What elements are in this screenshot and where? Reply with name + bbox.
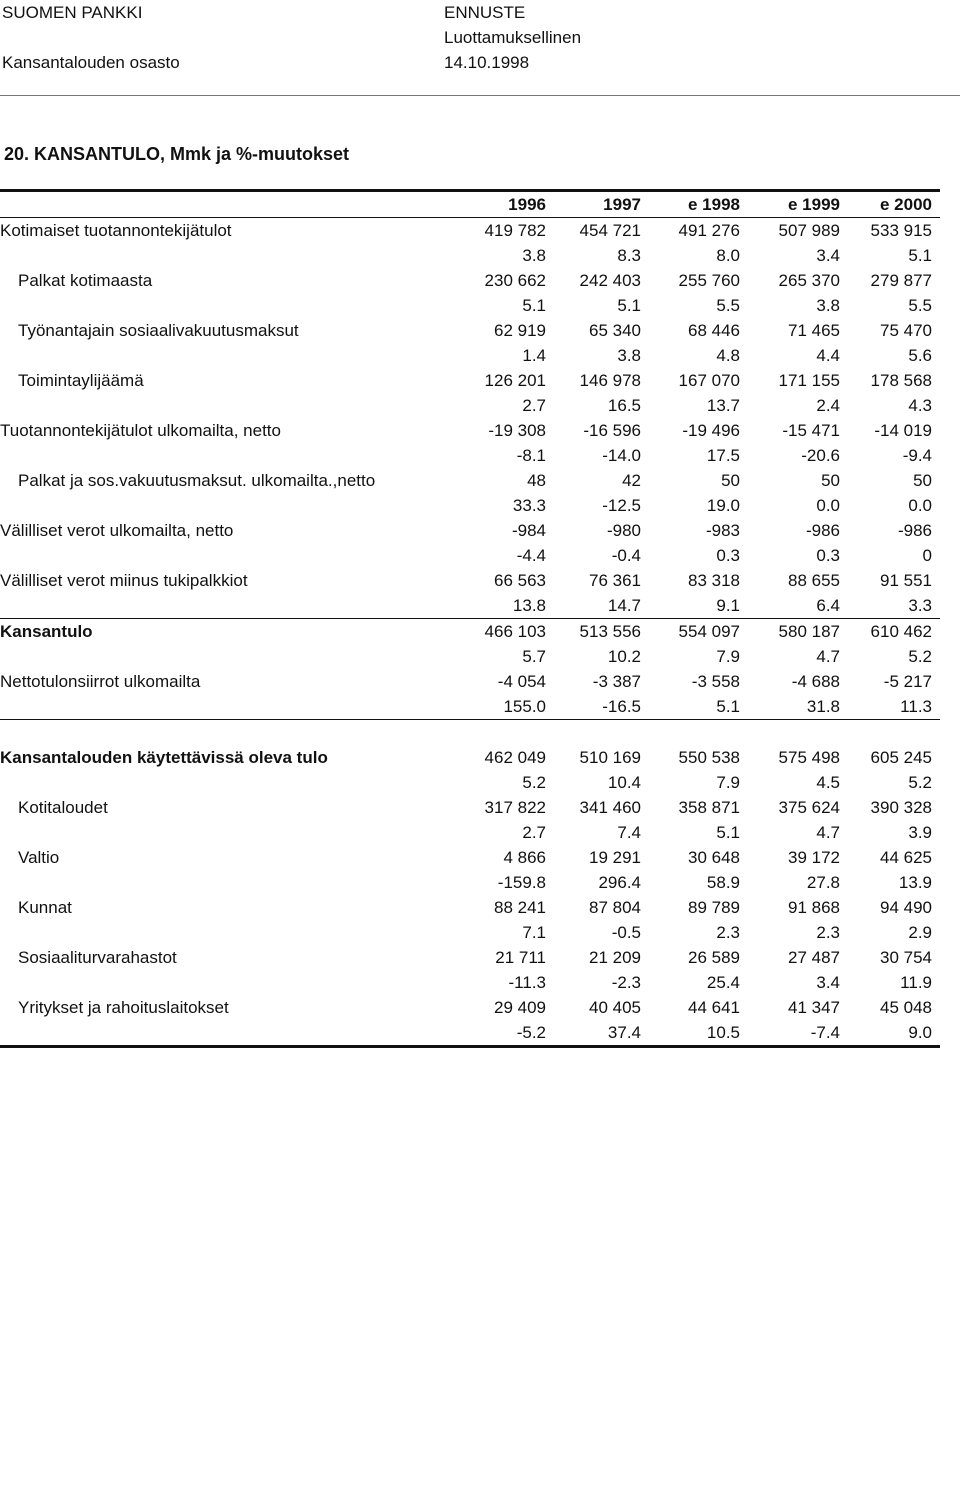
row-label: Tuotannontekijätulot ulkomailta, netto — [0, 421, 281, 440]
percent-cell: 1.4 — [522, 346, 546, 365]
percent-cell: 2.3 — [716, 923, 740, 942]
value-cell: 178 568 — [870, 371, 932, 390]
table-row — [0, 468, 940, 493]
value-cell: 171 155 — [778, 371, 840, 390]
percent-cell: 4.7 — [816, 647, 840, 666]
percent-cell: 4.8 — [716, 346, 740, 365]
value-cell: 390 328 — [870, 798, 932, 817]
page-title: 20. KANSANTULO, Mmk ja %-muutokset — [4, 144, 350, 164]
percent-cell: 25.4 — [706, 973, 740, 992]
percent-change-row — [0, 443, 940, 468]
percent-cell: 9.1 — [716, 596, 740, 615]
percent-cell: 31.8 — [806, 697, 840, 716]
value-cell: 533 915 — [870, 221, 932, 240]
percent-cell: 0.3 — [716, 546, 740, 565]
value-cell: -986 — [897, 521, 932, 540]
value-cell: 242 403 — [579, 271, 641, 290]
percent-cell: 4.4 — [816, 346, 840, 365]
percent-change-row — [0, 343, 940, 368]
percent-cell: 10.4 — [607, 773, 641, 792]
value-cell: 375 624 — [778, 798, 840, 817]
value-cell: 29 409 — [494, 998, 546, 1017]
percent-cell: 17.5 — [706, 446, 740, 465]
percent-cell: 5.5 — [908, 296, 932, 315]
value-cell: 146 978 — [579, 371, 641, 390]
row-label: Kansantalouden käytettävissä oleva tulo — [0, 748, 328, 767]
percent-change-row — [0, 593, 940, 618]
value-cell: 4 866 — [503, 848, 546, 867]
percent-change-row — [0, 920, 940, 945]
percent-cell: 6.4 — [816, 596, 840, 615]
row-label: Palkat kotimaasta — [18, 271, 153, 290]
percent-cell: -159.8 — [497, 873, 546, 892]
table-row — [0, 845, 940, 870]
value-cell: -16 596 — [583, 421, 641, 440]
percent-change-row — [0, 644, 940, 669]
value-cell: -983 — [705, 521, 740, 540]
table-row — [0, 945, 940, 970]
value-cell: 167 070 — [678, 371, 740, 390]
percent-cell: -16.5 — [602, 697, 641, 716]
value-cell: 27 487 — [788, 948, 840, 967]
section-gap — [0, 720, 940, 745]
row-label: Nettotulonsiirrot ulkomailta — [0, 672, 201, 691]
value-cell: 45 048 — [880, 998, 932, 1017]
value-cell: -14 019 — [874, 421, 932, 440]
value-cell: -3 558 — [691, 672, 740, 691]
percent-cell: 13.7 — [706, 396, 740, 415]
value-cell: 358 871 — [678, 798, 740, 817]
percent-cell: 9.0 — [908, 1023, 932, 1042]
value-cell: 341 460 — [579, 798, 641, 817]
value-cell: 510 169 — [579, 748, 641, 767]
percent-cell: 2.3 — [816, 923, 840, 942]
row-label: Yritykset ja rahoituslaitokset — [18, 998, 229, 1017]
value-cell: 68 446 — [688, 321, 740, 340]
column-header: e 1999 — [788, 195, 840, 214]
header-right — [444, 0, 581, 75]
value-cell: 491 276 — [678, 221, 740, 240]
percent-cell: 8.0 — [716, 246, 740, 265]
percent-cell: 2.7 — [522, 396, 546, 415]
percent-cell: 5.2 — [522, 773, 546, 792]
document-type: ENNUSTE — [444, 3, 526, 22]
value-cell: -4 688 — [791, 672, 840, 691]
row-label: Työnantajain sosiaalivakuutusmaksut — [18, 321, 299, 340]
value-cell: 265 370 — [778, 271, 840, 290]
value-cell: 91 551 — [880, 571, 932, 590]
table-row — [0, 795, 940, 820]
percent-cell: 58.9 — [706, 873, 740, 892]
row-label: Valtio — [18, 848, 60, 867]
value-cell: 41 347 — [788, 998, 840, 1017]
value-cell: -19 308 — [488, 421, 546, 440]
column-header: e 2000 — [880, 195, 932, 214]
row-label: Toimintaylijäämä — [18, 371, 144, 390]
percent-cell: -11.3 — [508, 973, 546, 992]
percent-cell: 19.0 — [706, 496, 740, 515]
percent-cell: 14.7 — [607, 596, 641, 615]
percent-cell: 37.4 — [607, 1023, 641, 1042]
percent-cell: 7.1 — [522, 923, 546, 942]
value-cell: 230 662 — [484, 271, 546, 290]
value-cell: 42 — [622, 471, 641, 490]
value-cell: 279 877 — [870, 271, 932, 290]
row-label: Sosiaaliturvarahastot — [18, 948, 177, 967]
section-bottom-rule — [0, 1045, 940, 1048]
row-label: Välilliset verot miinus tukipalkkiot — [0, 571, 248, 590]
percent-cell: -4.4 — [516, 546, 546, 565]
value-cell: 255 760 — [678, 271, 740, 290]
percent-cell: -14.0 — [602, 446, 641, 465]
value-cell: 44 641 — [688, 998, 740, 1017]
percent-cell: 27.8 — [806, 873, 840, 892]
percent-cell: 5.2 — [908, 647, 932, 666]
percent-change-row — [0, 970, 940, 995]
value-cell: 605 245 — [870, 748, 932, 767]
percent-change-row — [0, 543, 940, 568]
table-row — [0, 745, 940, 770]
percent-cell: 5.6 — [908, 346, 932, 365]
value-cell: 466 103 — [484, 622, 546, 641]
value-cell: 50 — [913, 471, 932, 490]
percent-cell: 33.3 — [512, 496, 546, 515]
value-cell: 48 — [527, 471, 546, 490]
table-row — [0, 368, 940, 393]
value-cell: 126 201 — [484, 371, 546, 390]
percent-change-row — [0, 820, 940, 845]
row-label: Kotimaiset tuotannontekijätulot — [0, 221, 232, 240]
percent-cell: 3.9 — [908, 823, 932, 842]
value-cell: 89 789 — [688, 898, 740, 917]
table-row — [0, 568, 940, 593]
department-name: Kansantalouden osasto — [2, 53, 180, 72]
percent-cell: -5.2 — [516, 1023, 546, 1042]
value-cell: -4 054 — [497, 672, 546, 691]
percent-change-row — [0, 770, 940, 795]
value-cell: 40 405 — [589, 998, 641, 1017]
percent-cell: -8.1 — [516, 446, 546, 465]
percent-cell: 11.3 — [900, 697, 932, 716]
table-row — [0, 995, 940, 1020]
percent-cell: -9.4 — [902, 446, 932, 465]
table-row — [0, 669, 940, 694]
value-cell: 610 462 — [870, 622, 932, 641]
percent-cell: 13.8 — [512, 596, 546, 615]
percent-cell: -12.5 — [602, 496, 641, 515]
percent-cell: 2.4 — [816, 396, 840, 415]
column-header-row — [0, 192, 940, 217]
value-cell: 462 049 — [484, 748, 546, 767]
percent-cell: 11.9 — [900, 973, 932, 992]
table-row — [0, 268, 940, 293]
value-cell: 575 498 — [778, 748, 840, 767]
value-cell: 554 097 — [678, 622, 740, 641]
percent-cell: -20.6 — [801, 446, 840, 465]
value-cell: 50 — [721, 471, 740, 490]
value-cell: 419 782 — [484, 221, 546, 240]
confidentiality-label: Luottamuksellinen — [444, 28, 582, 47]
value-cell: 50 — [821, 471, 840, 490]
percent-cell: 4.3 — [908, 396, 932, 415]
percent-cell: 3.4 — [816, 246, 840, 265]
percent-change-row — [0, 243, 940, 268]
value-cell: 19 291 — [589, 848, 641, 867]
percent-cell: 0.3 — [816, 546, 840, 565]
percent-cell: 5.1 — [522, 296, 546, 315]
value-cell: 91 868 — [788, 898, 840, 917]
percent-cell: -2.3 — [611, 973, 641, 992]
value-cell: 87 804 — [589, 898, 641, 917]
percent-cell: 4.5 — [816, 773, 840, 792]
percent-cell: 4.7 — [816, 823, 840, 842]
value-cell: -15 471 — [782, 421, 840, 440]
value-cell: 44 625 — [880, 848, 932, 867]
percent-cell: 8.3 — [617, 246, 641, 265]
table-row — [0, 619, 940, 644]
percent-change-row — [0, 694, 940, 719]
percent-cell: 0.0 — [908, 496, 932, 515]
percent-change-row — [0, 393, 940, 418]
percent-cell: 7.9 — [716, 647, 740, 666]
value-cell: -19 496 — [682, 421, 740, 440]
percent-cell: 10.2 — [607, 647, 641, 666]
percent-cell: 0 — [922, 546, 932, 565]
percent-cell: 155.0 — [503, 697, 546, 716]
table-row — [0, 518, 940, 543]
percent-cell: 5.1 — [716, 823, 740, 842]
value-cell: -3 387 — [592, 672, 641, 691]
table-row — [0, 895, 940, 920]
percent-cell: -0.4 — [611, 546, 641, 565]
percent-cell: 10.5 — [706, 1023, 740, 1042]
value-cell: 30 648 — [688, 848, 740, 867]
value-cell: 550 538 — [678, 748, 740, 767]
percent-change-row — [0, 293, 940, 318]
value-cell: 580 187 — [778, 622, 840, 641]
percent-cell: 0.0 — [816, 496, 840, 515]
percent-cell: 3.8 — [816, 296, 840, 315]
percent-cell: 296.4 — [598, 873, 641, 892]
header-left — [2, 0, 180, 75]
value-cell: 317 822 — [484, 798, 546, 817]
header-divider — [0, 95, 960, 96]
document-date: 14.10.1998 — [444, 53, 530, 72]
value-cell: 513 556 — [579, 622, 641, 641]
percent-change-row — [0, 870, 940, 895]
percent-cell: 5.1 — [908, 246, 932, 265]
value-cell: 88 241 — [494, 898, 546, 917]
value-cell: -984 — [511, 521, 546, 540]
percent-cell: 5.1 — [716, 697, 740, 716]
row-label: Kansantulo — [0, 622, 93, 641]
percent-cell: 3.4 — [816, 973, 840, 992]
percent-change-row — [0, 493, 940, 518]
value-cell: 94 490 — [880, 898, 932, 917]
value-cell: 21 711 — [495, 948, 546, 967]
percent-cell: 7.9 — [716, 773, 740, 792]
percent-cell: 3.8 — [617, 346, 641, 365]
table-row — [0, 218, 940, 243]
value-cell: -980 — [606, 521, 641, 540]
value-cell: 76 361 — [589, 571, 641, 590]
percent-cell: 3.8 — [522, 246, 546, 265]
value-cell: 21 209 — [589, 948, 641, 967]
table-row — [0, 418, 940, 443]
value-cell: -5 217 — [883, 672, 932, 691]
value-cell: 66 563 — [494, 571, 546, 590]
percent-change-row — [0, 1020, 940, 1045]
column-header: 1996 — [508, 195, 546, 214]
row-label: Välilliset verot ulkomailta, netto — [0, 521, 234, 540]
percent-cell: 5.5 — [716, 296, 740, 315]
value-cell: 507 989 — [778, 221, 840, 240]
value-cell: 71 465 — [788, 321, 840, 340]
table-row — [0, 318, 940, 343]
value-cell: 88 655 — [788, 571, 840, 590]
percent-cell: 5.2 — [908, 773, 932, 792]
value-cell: 454 721 — [579, 221, 641, 240]
org-name: SUOMEN PANKKI — [2, 3, 143, 22]
national-income-table — [0, 189, 940, 1048]
column-header: e 1998 — [688, 195, 740, 214]
percent-cell: 2.7 — [522, 823, 546, 842]
percent-cell: 3.3 — [908, 596, 932, 615]
value-cell: 26 589 — [688, 948, 740, 967]
percent-cell: -0.5 — [611, 923, 641, 942]
value-cell: 65 340 — [589, 321, 641, 340]
percent-cell: 13.9 — [898, 873, 932, 892]
value-cell: 62 919 — [494, 321, 546, 340]
row-label: Palkat ja sos.vakuutusmaksut. ulkomailta.,netto — [18, 471, 376, 490]
value-cell: 83 318 — [688, 571, 740, 590]
percent-cell: -7.4 — [810, 1023, 840, 1042]
value-cell: -986 — [805, 521, 840, 540]
percent-cell: 5.1 — [617, 296, 641, 315]
percent-cell: 16.5 — [607, 396, 641, 415]
value-cell: 30 754 — [880, 948, 932, 967]
percent-cell: 7.4 — [617, 823, 641, 842]
column-header: 1997 — [603, 195, 641, 214]
value-cell: 75 470 — [880, 321, 932, 340]
value-cell: 39 172 — [788, 848, 840, 867]
row-label: Kunnat — [18, 898, 72, 917]
percent-cell: 5.7 — [522, 647, 546, 666]
row-label: Kotitaloudet — [18, 798, 108, 817]
percent-cell: 2.9 — [908, 923, 932, 942]
